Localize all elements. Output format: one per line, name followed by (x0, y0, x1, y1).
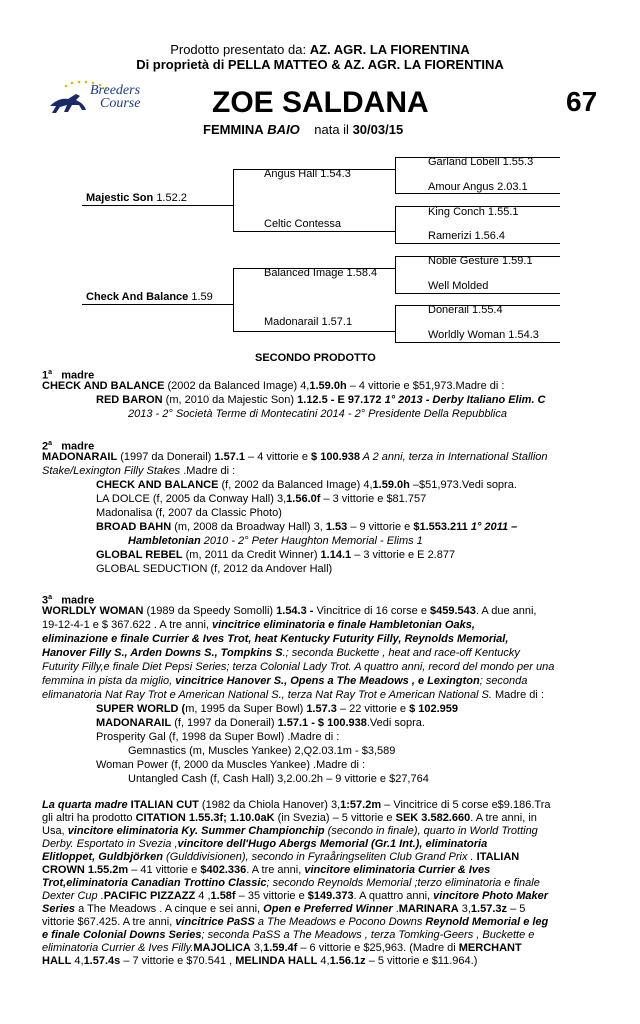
madre4-line8: Dexter Cup .PACIFIC PIZZAZZ 4 ,1.58f – 35 vittorie e $149.373. A quattro anni, vincitore Photo Maker (42, 890, 549, 902)
owner-line: Di proprietà di PELLA MATTEO & AZ. AGR. LA FIORENTINA (136, 57, 504, 72)
gen3-8: Worldly Woman 1.54.3 (428, 329, 539, 341)
madre3-line7: elimanatoria Nat Ray Trot e American National S., terza Nat Ray Trot e American National S. Madre di : (42, 689, 544, 701)
madre3-line6: femmina in pista da miglio, vincitrice Hanover S., Opens a The Meadows , e Lexington; seconda (42, 675, 528, 687)
horse-name: ZOE SALDANA (212, 86, 429, 119)
section-title: SECONDO PRODOTTO (255, 352, 376, 364)
madre2-offspring2: LA DOLCE (f, 2005 da Conway Hall) 3,1.56.0f – 3 vittorie e $81.757 (96, 493, 427, 505)
gen3-7: Donerail 1.55.4 (428, 304, 503, 316)
logo-text-course: Course (100, 96, 141, 111)
madre1-label: 1$^a$ madre (42, 369, 95, 382)
madre2-line1: MADONARAIL (1997 da Donerail) 1.57.1 – 4 vittorie e $ 100.938 A 2 anni, terza in International Stallion (42, 451, 548, 463)
madre4-line6: CROWN 1.55.2m – 41 vittorie e $402.336. A tre anni, vincitore eliminatoria Currier & Ives (42, 864, 491, 876)
madre3-label: 3$^a$ madre (42, 594, 95, 607)
madre4-line2: gli altri ha prodotto CITATION 1.55.3f; 1.10.0aK (in Svezia) – 5 vittorie e SEK 3.582.660. A tre anni, in (42, 812, 537, 824)
dam-sire: Balanced Image 1.58.4 (264, 267, 378, 279)
madre2-offspring6: GLOBAL SEDUCTION (f, 2012 da Andover Hall) (96, 563, 333, 575)
presented-by: Prodotto presentato da: AZ. AGR. LA FIORENTINA (170, 42, 470, 57)
gen3-6: Well Molded (428, 280, 489, 292)
gen3-1: Garland Lobell 1.55.3 (428, 156, 534, 168)
madre4-line11: e finale Colonial Downs Series; seconda PaSS a The Meadows , terza Tomking-Geers , Buckette e (42, 929, 535, 941)
madre4-line1: La quarta madre ITALIAN CUT (1982 da Chiola Hanover) 3,1:57.2m – Vincitrice di 5 corse e$9.186.Tra (42, 799, 551, 811)
gen3-5: Noble Gesture 1.59.1 (428, 255, 533, 267)
madre2-offspring1: CHECK AND BALANCE (f, 2002 da Balanced Image) 4,1.59.0h –$51,973.Vedi sopra. (96, 479, 517, 491)
madre4-line5: Elitloppet, Guldbjörken (Gulddivisionen), secondo in Fyraåringseliten Club Grand Prix . ITALIAN (42, 851, 520, 863)
sire-sire: Angus Hall 1.54.3 (264, 168, 351, 180)
madre3-line3: eliminazione e finale Currier & Ives Trot, heat Kentucky Futurity Filly, Reynolds Memorial, (42, 633, 509, 645)
madre2-offspring4: BROAD BAHN (m, 2008 da Broadway Hall) 3, 1.53 – 9 vittorie e $1.553.211 1° 2011 – (96, 521, 518, 533)
madre4-line12: eliminatoria Currier & Ives Filly.MAJOLICA 3,1.59.4f – 6 vittorie e $25,963. (Madre di MERCHANT (42, 942, 522, 954)
madre3-offspring3a: Gemnastics (m, Muscles Yankee) 2,Q2.03.1m - $3,589 (128, 745, 396, 757)
dam-dam: Madonarail 1.57.1 (264, 316, 353, 328)
madre2-offspring3: Madonalisa (f, 2007 da Classic Photo) (96, 507, 282, 519)
madre4-line13: HALL 4,1.57.4s – 7 vittorie e $70.541 , MELINDA HALL 4,1.56.1z – 5 vittorie e $11.964.) (42, 955, 478, 967)
madre3-line4: Hanover Filly S., Arden Downs S., Tompkins S.; seconda Buckette , heat and race-off Kentucky (42, 647, 520, 659)
dam: Check And Balance 1.59 (86, 291, 213, 303)
gen3-4: Ramerizi 1.56.4 (428, 230, 506, 242)
madre4-line9: Series a The Meadows . A cinque e sei anni, Open e Preferred Winner .MARINARA 3,1.57.3z – 5 (42, 903, 526, 915)
madre1-offspring1: RED BARON (m, 2010 da Majestic Son) 1.12.5 - E 97.172 1° 2013 - Derby Italiano Elim. C (96, 394, 546, 406)
madre3-offspring4: Woman Power (f, 2000 da Muscles Yankee) .Madre di : (96, 759, 366, 771)
sire: Majestic Son 1.52.2 (86, 192, 187, 204)
logo-text-breeders: Breeders (90, 83, 141, 98)
madre3-line2: 19-12-4-1 e $ 367.622 . A tre anni, vincitrice eliminatoria e finale Hambletonian Oaks, (42, 619, 475, 631)
gen3-3: King Conch 1.55.1 (428, 206, 519, 218)
madre3-offspring1: SUPER WORLD (m, 1995 da Super Bowl) 1.57.3 – 22 vittorie e $ 102.959 (96, 703, 458, 715)
madre4-line10: vittorie $67.425. A tre anni, vincitrice PaSS a The Meadows e Pocono Downs Reynold Memorial e leg (42, 916, 549, 928)
sire-dam: Celtic Contessa (264, 218, 342, 230)
madre4-line4: Derby. Esportato in Svezia ,vincitore dell'Hugo Abergs Memorial (Gr.1 Int.), eliminatoria (42, 838, 488, 850)
madre1-line1: CHECK AND BALANCE (2002 da Balanced Image) 4,1.59.0h – 4 vittorie e $51,973.Madre di : (42, 380, 505, 392)
gen3-2: Amour Angus 2.03.1 (428, 181, 528, 193)
madre3-offspring4a: Untangled Cash (f, Cash Hall) 3,2.00.2h – 9 vittorie e $27,764 (128, 773, 429, 785)
madre1-offspring1-line2: 2013 - 2° Società Terme di Montecatini 2014 - 2° Presidente Della Repubblica (128, 408, 507, 420)
madre3-line5: Futurity Filly,e finale Diet Pepsi Series; terza Colonial Lady Trot. A quattro anni, record del mondo per una (42, 661, 555, 673)
horse-number: 67 (566, 86, 598, 117)
madre2-offspring4-line2: Hambletonian 2010 - 2° Peter Haughton Memorial - Elims 1 (128, 535, 423, 547)
breeders-course-logo (46, 80, 146, 120)
madre4-line7: Trot,eliminatoria Canadian Trottino Classic; secondo Reynolds Memorial ;terzo eliminatoria e finale (42, 877, 540, 889)
madre4-line3: Usa, vincitore eliminatoria Ky. Summer Championchip (secondo in finale), quarto in World Trotting (42, 825, 538, 837)
horse-subtitle: FEMMINA BAIO nata il 30/03/15 (203, 122, 404, 137)
madre3-line1: WORLDLY WOMAN (1989 da Speedy Somolli) 1.54.3 - Vincitrice di 16 corse e $459.543. A due anni, (42, 605, 537, 617)
madre2-label: 2$^a$ madre (42, 440, 95, 453)
madre3-offspring2: MADONARAIL (f, 1997 da Donerail) 1.57.1 - $ 100.938.Vedi sopra. (96, 717, 425, 729)
madre2-offspring5: GLOBAL REBEL (m, 2011 da Credit Winner) 1.14.1 – 3 vittorie e E 2.877 (96, 549, 456, 561)
madre2-line2: Stake/Lexington Filly Stakes .Madre di : (42, 465, 236, 477)
madre3-offspring3: Prosperity Gal (f, 1998 da Super Bowl) .Madre di : (96, 731, 340, 743)
